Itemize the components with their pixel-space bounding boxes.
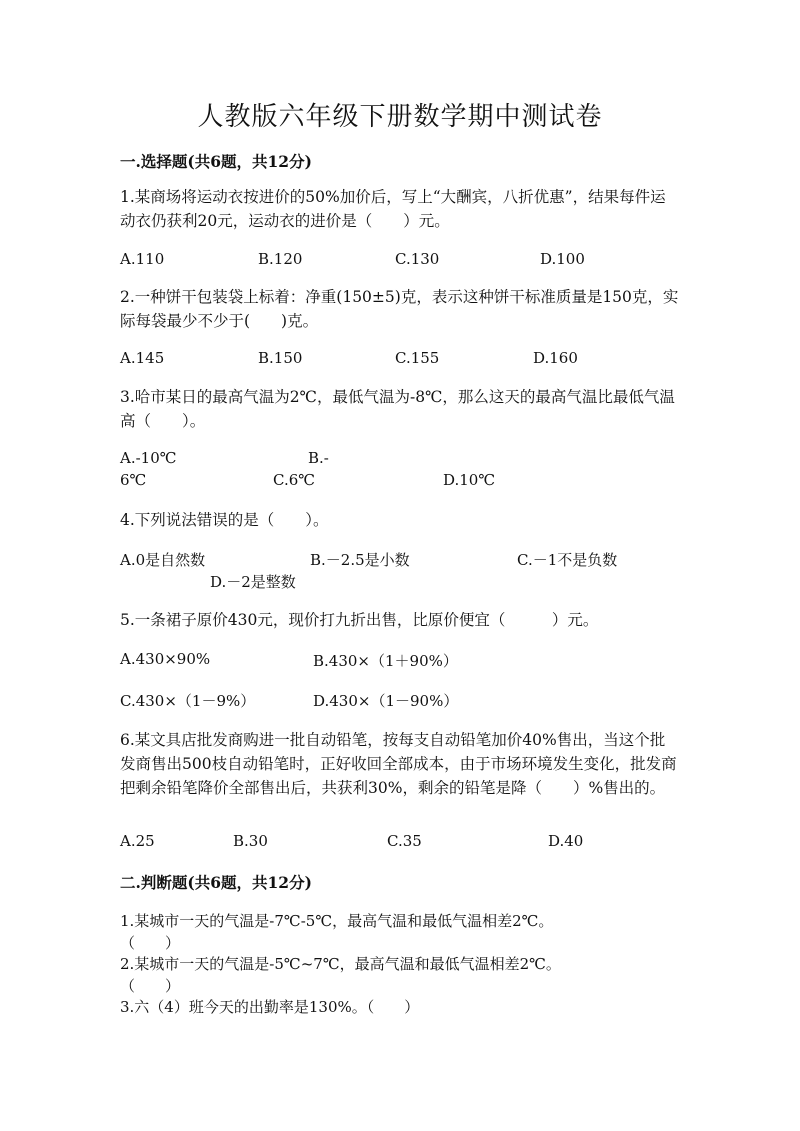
option-c: C.155: [395, 349, 440, 367]
question-stem: 4.下列说法错误的是（ ）。: [120, 511, 329, 529]
option-a: A.110: [120, 250, 165, 268]
question-stem: 2.一种饼干包装袋上标着：净重(150±5)克，表示这种饼干标准质量是150克，实际每袋最少不少于( )克。: [120, 288, 679, 330]
option-b: B.30: [233, 832, 268, 850]
option-b: B.430×（1＋90%）: [313, 652, 458, 670]
option-c: C.130: [395, 250, 440, 268]
option-d: D.10℃: [443, 471, 496, 489]
option-d: D.100: [540, 250, 585, 268]
option-a: A.-10℃: [120, 449, 177, 467]
option-d: D.40: [548, 832, 584, 850]
option-c: C.6℃: [273, 471, 316, 489]
question-stem: 3.哈市某日的最高气温为2℃，最低气温为-8℃，那么这天的最高气温比最低气温高（ ）。: [120, 388, 675, 430]
answer-paren: （ ）: [120, 977, 181, 995]
option-b: B.－2.5是小数: [310, 551, 410, 569]
option-c: C.35: [387, 832, 422, 850]
option-b: B.120: [258, 250, 303, 268]
option-b-continued: 6℃: [120, 471, 147, 489]
option-c: C.－1不是负数: [517, 551, 618, 569]
judgement-stem: 3.六（4）班今天的出勤率是130%。（ ）: [120, 998, 420, 1016]
question-stem: 6.某文具店批发商购进一批自动铅笔，按每支自动铅笔加价40%售出，当这个批发商售出500枝自动铅笔时，正好收回全部成本，由于市场环境发生变化，批发商把剩余铅笔降价全部售出后，共获利30%，剩余的铅笔是降（ ）%售出的。: [120, 731, 677, 797]
option-a: A.0是自然数: [120, 551, 206, 569]
judgement-stem: 2.某城市一天的气温是-5℃~7℃，最高气温和最低气温相差2℃。: [120, 955, 561, 973]
section-heading-judgement: 二.判断题(共6题，共12分): [120, 873, 312, 892]
option-b: B.-: [308, 449, 329, 467]
judgement-stem: 1.某城市一天的气温是-7℃-5℃，最高气温和最低气温相差2℃。: [120, 912, 554, 930]
option-a: A.145: [120, 349, 165, 367]
question-stem: 1.某商场将运动衣按进价的50%加价后，写上“大酬宾，八折优惠”，结果每件运动衣仍获利20元，运动衣的进价是（ ）元。: [120, 188, 666, 230]
option-d: D.430×（1－90%）: [313, 692, 459, 710]
option-a: A.25: [120, 832, 155, 850]
option-d: D.160: [533, 349, 578, 367]
answer-paren: （ ）: [120, 934, 181, 952]
option-b: B.150: [258, 349, 303, 367]
question-stem: 5.一条裙子原价430元，现价打九折出售，比原价便宜（ ）元。: [120, 611, 599, 629]
option-d: D.－2是整数: [210, 573, 296, 591]
option-c: C.430×（1－9%）: [120, 692, 256, 710]
option-a: A.430×90%: [120, 650, 211, 668]
section-heading-choice: 一.选择题(共6题，共12分): [120, 152, 312, 171]
page-title: 人教版六年级下册数学期中测试卷: [197, 102, 603, 132]
